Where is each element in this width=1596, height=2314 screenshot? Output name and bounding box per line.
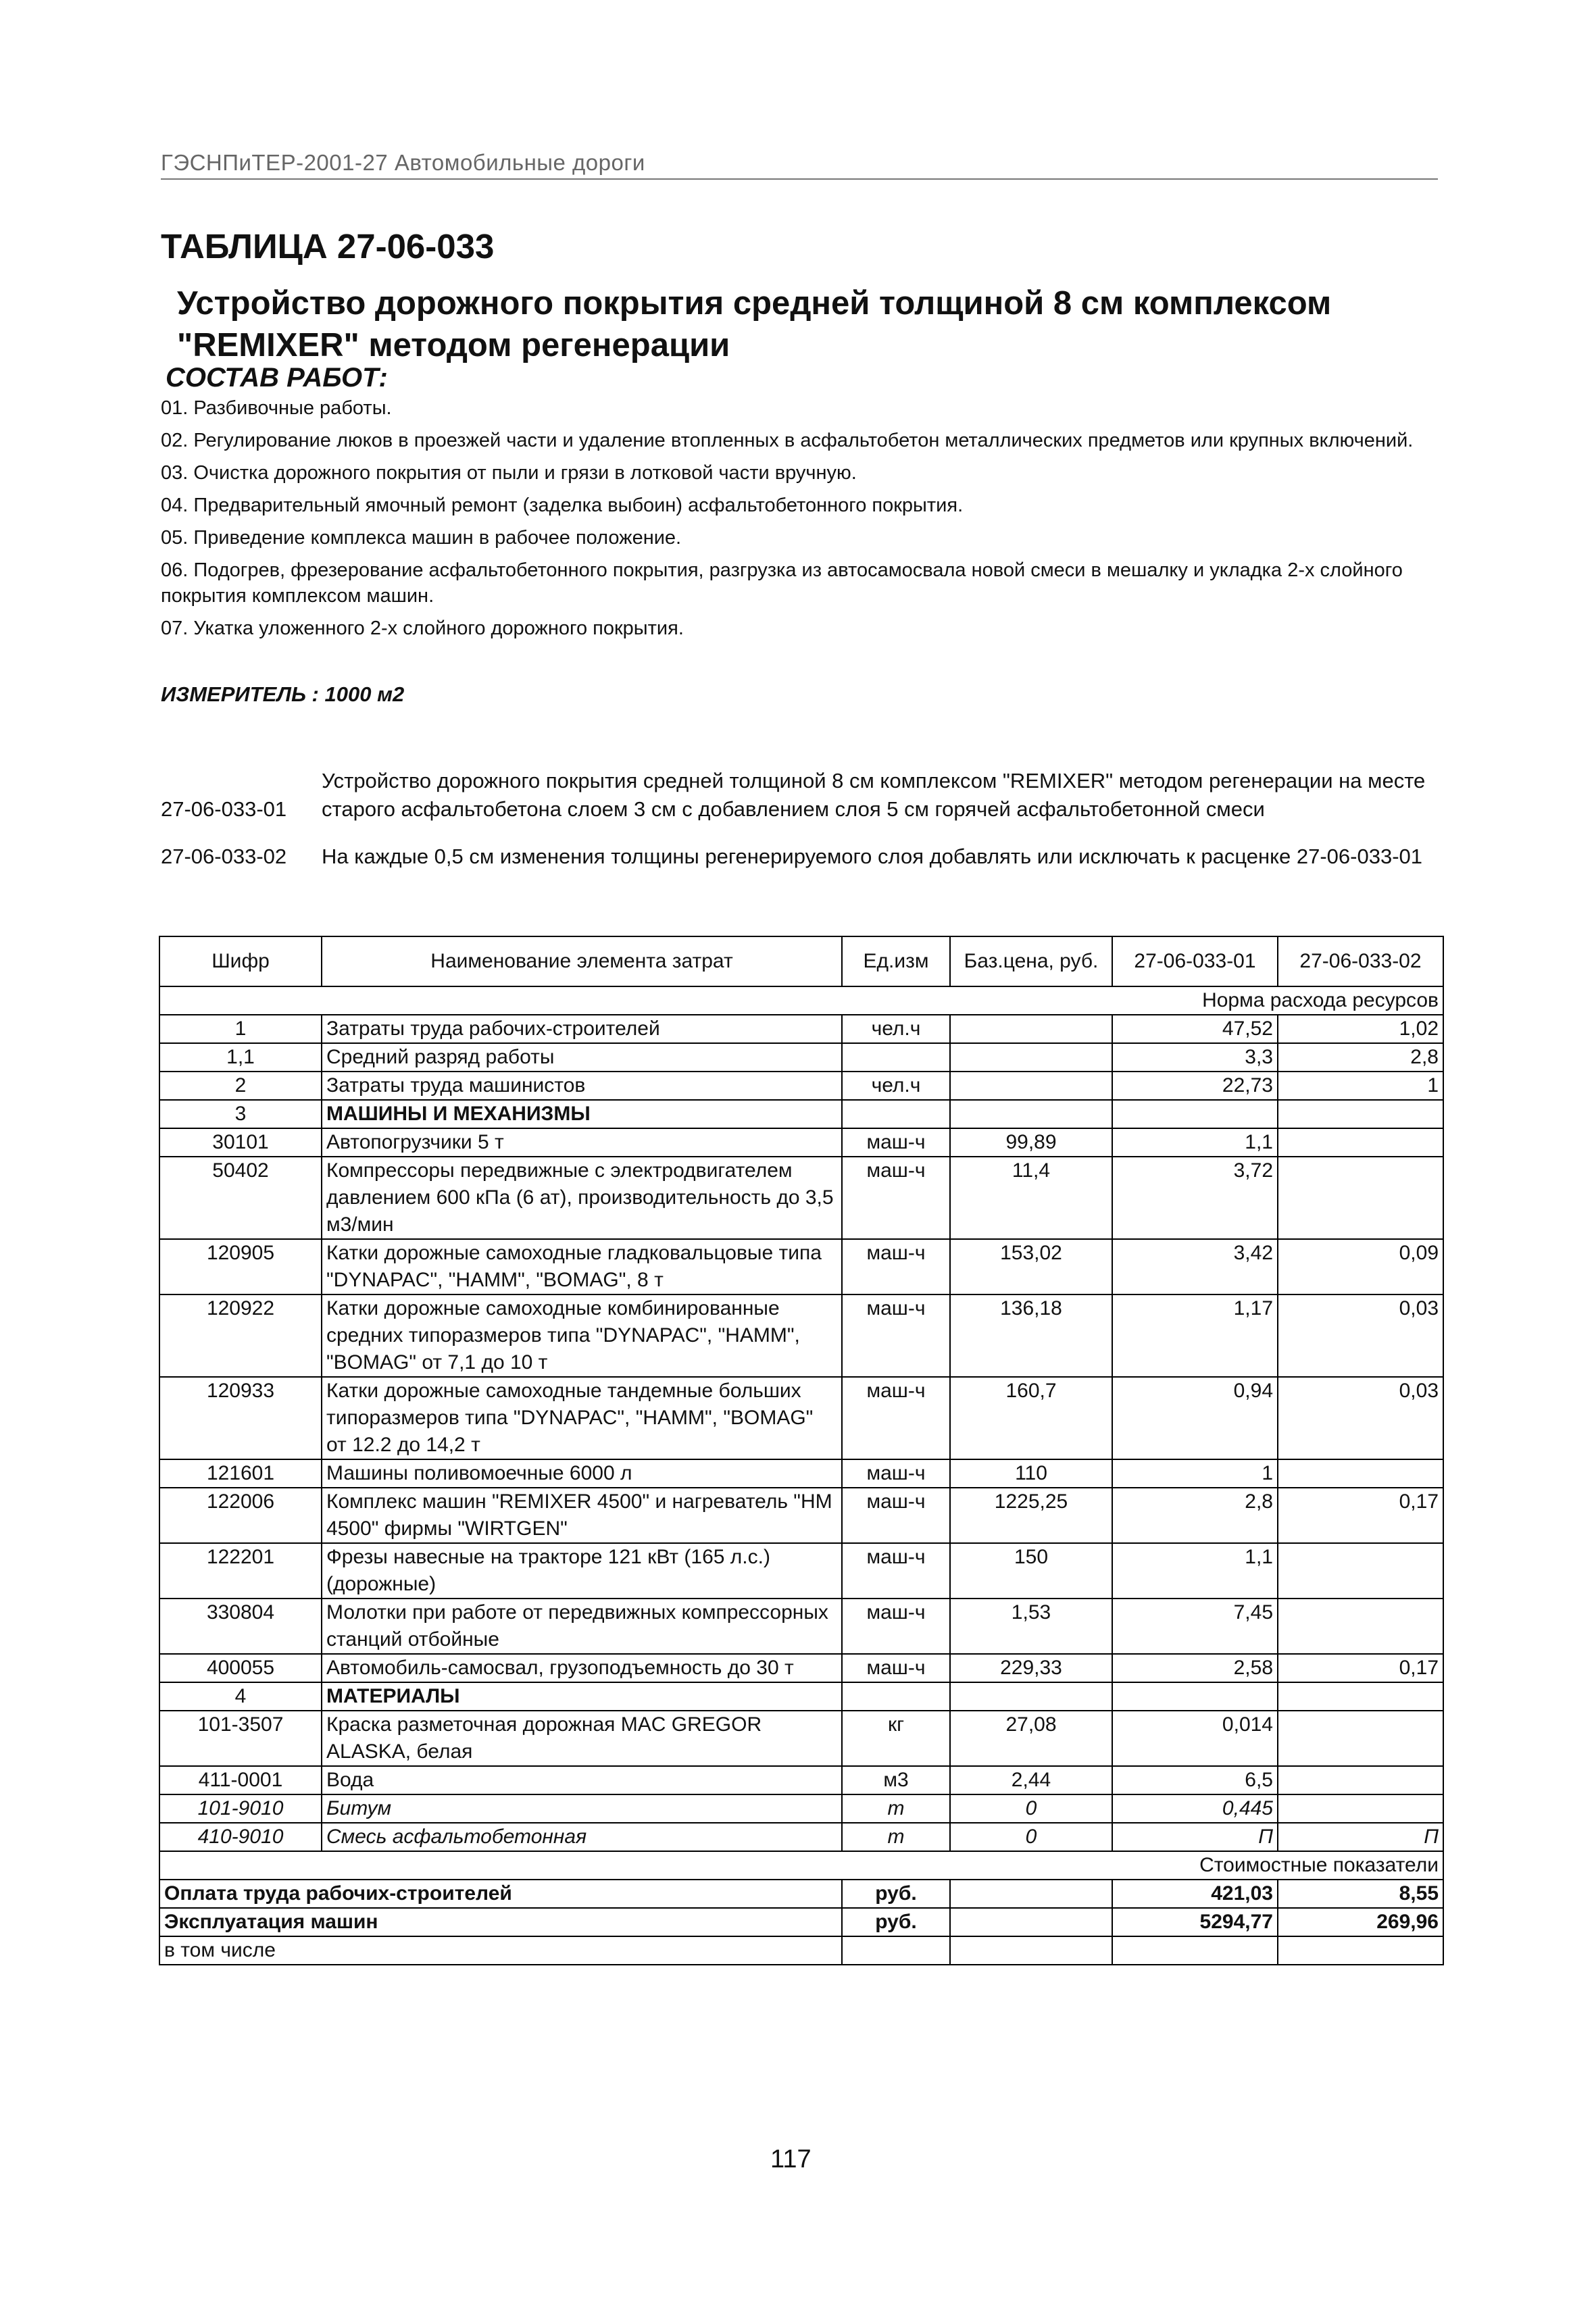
cost-value-1: 421,03 (1112, 1880, 1278, 1908)
row-price: 99,89 (950, 1128, 1112, 1157)
table-row (159, 1377, 1443, 1459)
row-value-1: 3,72 (1112, 1157, 1278, 1239)
row-value-2: П (1278, 1823, 1443, 1851)
measure-label: ИЗМЕРИТЕЛЬ : (161, 682, 319, 706)
work-item: 04. Предварительный ямочный ремонт (заделка выбоин) асфальтобетонного покрытия. (161, 495, 964, 516)
works-heading: СОСТАВ РАБОТ: (166, 363, 388, 393)
cost-row (159, 1880, 1443, 1908)
row-name: Молотки при работе от передвижных компрессорных станций отбойные (322, 1599, 842, 1654)
row-value-2 (1278, 1766, 1443, 1794)
variant-description: Устройство дорожного покрытия средней толщиной 8 см комплексом "REMIXER" методом регенерации на месте старого асфальтобетона слоем 3 см с добавлением слоя 5 см горячей асфальтобетонной смеси (322, 769, 1426, 821)
row-unit: чел.ч (842, 1015, 950, 1043)
variant-code: 27-06-033-02 (161, 845, 287, 868)
norm-band-row (159, 986, 1443, 1015)
row-name: Катки дорожные самоходные комбинированные средних типоразмеров типа "DYNAPAC", "HAMM", "BOMAG" от 7,1 до 10 т (322, 1294, 842, 1377)
row-price: 1,53 (950, 1599, 1112, 1654)
table-row (159, 1015, 1443, 1043)
row-code: 411-0001 (159, 1766, 322, 1794)
cost-price (950, 1908, 1112, 1936)
row-value-1: 3,42 (1112, 1239, 1278, 1294)
row-code: 122201 (159, 1543, 322, 1599)
table-row (159, 1543, 1443, 1599)
variant-row (161, 842, 1441, 871)
page-number: 117 (770, 2145, 812, 2173)
work-item: 06. Подогрев, фрезерование асфальтобетонного покрытия, разгрузка из автосамосвала новой смеси в мешалку и укладка 2-х слойного покрытия комплексом машин. (161, 559, 1403, 607)
row-value-2 (1278, 1543, 1443, 1599)
works-list (161, 395, 1438, 648)
row-unit: маш-ч (842, 1599, 950, 1654)
row-unit: маш-ч (842, 1459, 950, 1488)
variant-code: 27-06-033-01 (161, 797, 287, 821)
row-code: 1,1 (159, 1043, 322, 1072)
row-value-2: 1,02 (1278, 1015, 1443, 1043)
row-unit: маш-ч (842, 1157, 950, 1239)
row-code: 1 (159, 1015, 322, 1043)
row-value-2: 2,8 (1278, 1043, 1443, 1072)
cost-unit (842, 1936, 950, 1965)
row-code: 3 (159, 1100, 322, 1128)
cost-value-1: 5294,77 (1112, 1908, 1278, 1936)
variants-list (161, 767, 1441, 890)
row-code: 120905 (159, 1239, 322, 1294)
row-code: 101-3507 (159, 1711, 322, 1766)
work-item: 05. Приведение комплекса машин в рабочее положение. (161, 527, 682, 549)
row-value-1: 1 (1112, 1459, 1278, 1488)
cost-price (950, 1936, 1112, 1965)
row-price: 160,7 (950, 1377, 1112, 1459)
row-name: Битум (322, 1794, 842, 1823)
row-price: 136,18 (950, 1294, 1112, 1377)
row-unit: маш-ч (842, 1128, 950, 1157)
variant-description: На каждые 0,5 см изменения толщины регенерируемого слоя добавлять или исключать к расценке 27-06-033-01 (322, 845, 1423, 868)
row-value-2 (1278, 1157, 1443, 1239)
row-unit: маш-ч (842, 1543, 950, 1599)
cost-row (159, 1936, 1443, 1965)
row-value-2 (1278, 1459, 1443, 1488)
row-name: Автомобиль-самосвал, грузоподъемность до 30 т (322, 1654, 842, 1682)
row-price (950, 1100, 1112, 1128)
cost-name: Эксплуатация машин (159, 1908, 842, 1936)
row-unit: маш-ч (842, 1239, 950, 1294)
row-value-1: 1,1 (1112, 1543, 1278, 1599)
row-code: 330804 (159, 1599, 322, 1654)
row-value-1: 2,58 (1112, 1654, 1278, 1682)
row-value-2: 0,09 (1278, 1239, 1443, 1294)
row-price (950, 1015, 1112, 1043)
norm-band: Норма расхода ресурсов (159, 986, 1443, 1015)
row-unit: маш-ч (842, 1294, 950, 1377)
row-price: 27,08 (950, 1711, 1112, 1766)
row-value-2: 0,03 (1278, 1377, 1443, 1459)
row-name: Затраты труда рабочих-строителей (322, 1015, 842, 1043)
table-row (159, 1488, 1443, 1543)
row-code: 101-9010 (159, 1794, 322, 1823)
table-row (159, 1072, 1443, 1100)
table-row (159, 1128, 1443, 1157)
row-price (950, 1682, 1112, 1711)
col-header-variant-2: 27-06-033-02 (1278, 936, 1443, 986)
row-unit: т (842, 1794, 950, 1823)
row-name: Вода (322, 1766, 842, 1794)
cost-value-1 (1112, 1936, 1278, 1965)
row-unit (842, 1682, 950, 1711)
row-value-1 (1112, 1100, 1278, 1128)
row-code: 4 (159, 1682, 322, 1711)
row-unit: чел.ч (842, 1072, 950, 1100)
running-header: ГЭСНПиТЕР-2001-27 Автомобильные дороги (161, 150, 1438, 180)
row-name: Смесь асфальтобетонная (322, 1823, 842, 1851)
row-value-2 (1278, 1128, 1443, 1157)
table-row (159, 1100, 1443, 1128)
cost-price (950, 1880, 1112, 1908)
row-code: 121601 (159, 1459, 322, 1488)
table-header-row (159, 936, 1443, 986)
row-name: Автопогрузчики 5 т (322, 1128, 842, 1157)
row-value-2 (1278, 1711, 1443, 1766)
row-unit: м3 (842, 1766, 950, 1794)
row-name: Комплекс машин "REMIXER 4500" и нагреватель "HM 4500" фирмы "WIRTGEN" (322, 1488, 842, 1543)
row-value-2: 0,03 (1278, 1294, 1443, 1377)
cost-unit: руб. (842, 1908, 950, 1936)
table-row (159, 1794, 1443, 1823)
cost-name: в том числе (159, 1936, 842, 1965)
cost-value-2 (1278, 1936, 1443, 1965)
cost-unit: руб. (842, 1880, 950, 1908)
row-value-2 (1278, 1794, 1443, 1823)
table-row (159, 1682, 1443, 1711)
row-value-1: 0,94 (1112, 1377, 1278, 1459)
row-price: 1225,25 (950, 1488, 1112, 1543)
row-name: Катки дорожные самоходные гладковальцовые типа "DYNAPAC", "HAMM", "BOMAG", 8 т (322, 1239, 842, 1294)
row-value-2: 0,17 (1278, 1654, 1443, 1682)
table-title: ТАБЛИЦА 27-06-033 (161, 227, 495, 266)
row-price: 2,44 (950, 1766, 1112, 1794)
cost-value-2: 8,55 (1278, 1880, 1443, 1908)
col-header-code: Шифр (159, 936, 322, 986)
row-name: МАТЕРИАЛЫ (322, 1682, 842, 1711)
measure-value: 1000 м2 (324, 682, 405, 706)
row-price: 0 (950, 1794, 1112, 1823)
table-row (159, 1459, 1443, 1488)
row-name: Машины поливомоечные 6000 л (322, 1459, 842, 1488)
row-value-1: 22,73 (1112, 1072, 1278, 1100)
row-code: 50402 (159, 1157, 322, 1239)
table-row (159, 1239, 1443, 1294)
row-value-1: 2,8 (1112, 1488, 1278, 1543)
row-code: 120933 (159, 1377, 322, 1459)
row-name: Катки дорожные самоходные тандемные больших типоразмеров типа "DYNAPAC", "HAMM", "BOMAG" от 12.2 до 14,2 т (322, 1377, 842, 1459)
row-unit: кг (842, 1711, 950, 1766)
table-row (159, 1294, 1443, 1377)
row-price: 150 (950, 1543, 1112, 1599)
table-row (159, 1711, 1443, 1766)
row-value-1: 1,1 (1112, 1128, 1278, 1157)
row-price: 153,02 (950, 1239, 1112, 1294)
row-value-1: П (1112, 1823, 1278, 1851)
work-item: 02. Регулирование люков в проезжей части и удаление втопленных в асфальтобетон металлических предметов или крупных включений. (161, 430, 1414, 451)
row-unit: маш-ч (842, 1377, 950, 1459)
table-row (159, 1043, 1443, 1072)
row-unit: т (842, 1823, 950, 1851)
row-value-1: 0,445 (1112, 1794, 1278, 1823)
row-code: 2 (159, 1072, 322, 1100)
row-name: Краска разметочная дорожная MAC GREGOR ALASKA, белая (322, 1711, 842, 1766)
cost-band: Стоимостные показатели (159, 1851, 1443, 1880)
table-row (159, 1823, 1443, 1851)
row-price: 0 (950, 1823, 1112, 1851)
row-unit: маш-ч (842, 1488, 950, 1543)
row-value-1: 7,45 (1112, 1599, 1278, 1654)
col-header-unit: Ед.изм (842, 936, 950, 986)
row-name: Средний разряд работы (322, 1043, 842, 1072)
cost-row (159, 1908, 1443, 1936)
row-name: Фрезы навесные на тракторе 121 кВт (165 л.с.) (дорожные) (322, 1543, 842, 1599)
work-item: 03. Очистка дорожного покрытия от пыли и грязи в лотковой части вручную. (161, 462, 857, 484)
row-value-1: 6,5 (1112, 1766, 1278, 1794)
table-row (159, 1654, 1443, 1682)
work-item: 01. Разбивочные работы. (161, 397, 392, 419)
row-code: 122006 (159, 1488, 322, 1543)
cost-name: Оплата труда рабочих-строителей (159, 1880, 842, 1908)
row-name: Затраты труда машинистов (322, 1072, 842, 1100)
table-subtitle: Устройство дорожного покрытия средней толщиной 8 см комплексом "REMIXER" методом регенерации (177, 285, 1332, 363)
row-value-2 (1278, 1682, 1443, 1711)
row-unit (842, 1100, 950, 1128)
row-value-1: 1,17 (1112, 1294, 1278, 1377)
table-row (159, 1599, 1443, 1654)
row-price: 229,33 (950, 1654, 1112, 1682)
resources-table (159, 936, 1444, 1965)
row-value-1: 0,014 (1112, 1711, 1278, 1766)
col-header-price: Баз.цена, руб. (950, 936, 1112, 986)
measure (161, 682, 404, 707)
table-row (159, 1157, 1443, 1239)
row-code: 30101 (159, 1128, 322, 1157)
cost-value-2: 269,96 (1278, 1908, 1443, 1936)
col-header-name: Наименование элемента затрат (322, 936, 842, 986)
row-name: Компрессоры передвижные с электродвигателем давлением 600 кПа (6 ат), производительность до 3,5 м3/мин (322, 1157, 842, 1239)
row-code: 400055 (159, 1654, 322, 1682)
row-unit (842, 1043, 950, 1072)
row-value-2 (1278, 1599, 1443, 1654)
row-code: 120922 (159, 1294, 322, 1377)
row-unit: маш-ч (842, 1654, 950, 1682)
row-code: 410-9010 (159, 1823, 322, 1851)
row-value-2 (1278, 1100, 1443, 1128)
row-price (950, 1072, 1112, 1100)
row-value-1: 3,3 (1112, 1043, 1278, 1072)
row-name: МАШИНЫ И МЕХАНИЗМЫ (322, 1100, 842, 1128)
cost-band-row (159, 1851, 1443, 1880)
row-price: 11,4 (950, 1157, 1112, 1239)
row-value-1: 47,52 (1112, 1015, 1278, 1043)
row-value-1 (1112, 1682, 1278, 1711)
table-body (159, 986, 1443, 1965)
variant-row (161, 767, 1441, 824)
row-value-2: 0,17 (1278, 1488, 1443, 1543)
row-value-2: 1 (1278, 1072, 1443, 1100)
col-header-variant-1: 27-06-033-01 (1112, 936, 1278, 986)
table-row (159, 1766, 1443, 1794)
work-item: 07. Укатка уложенного 2-х слойного дорожного покрытия. (161, 618, 684, 639)
row-price: 110 (950, 1459, 1112, 1488)
row-price (950, 1043, 1112, 1072)
